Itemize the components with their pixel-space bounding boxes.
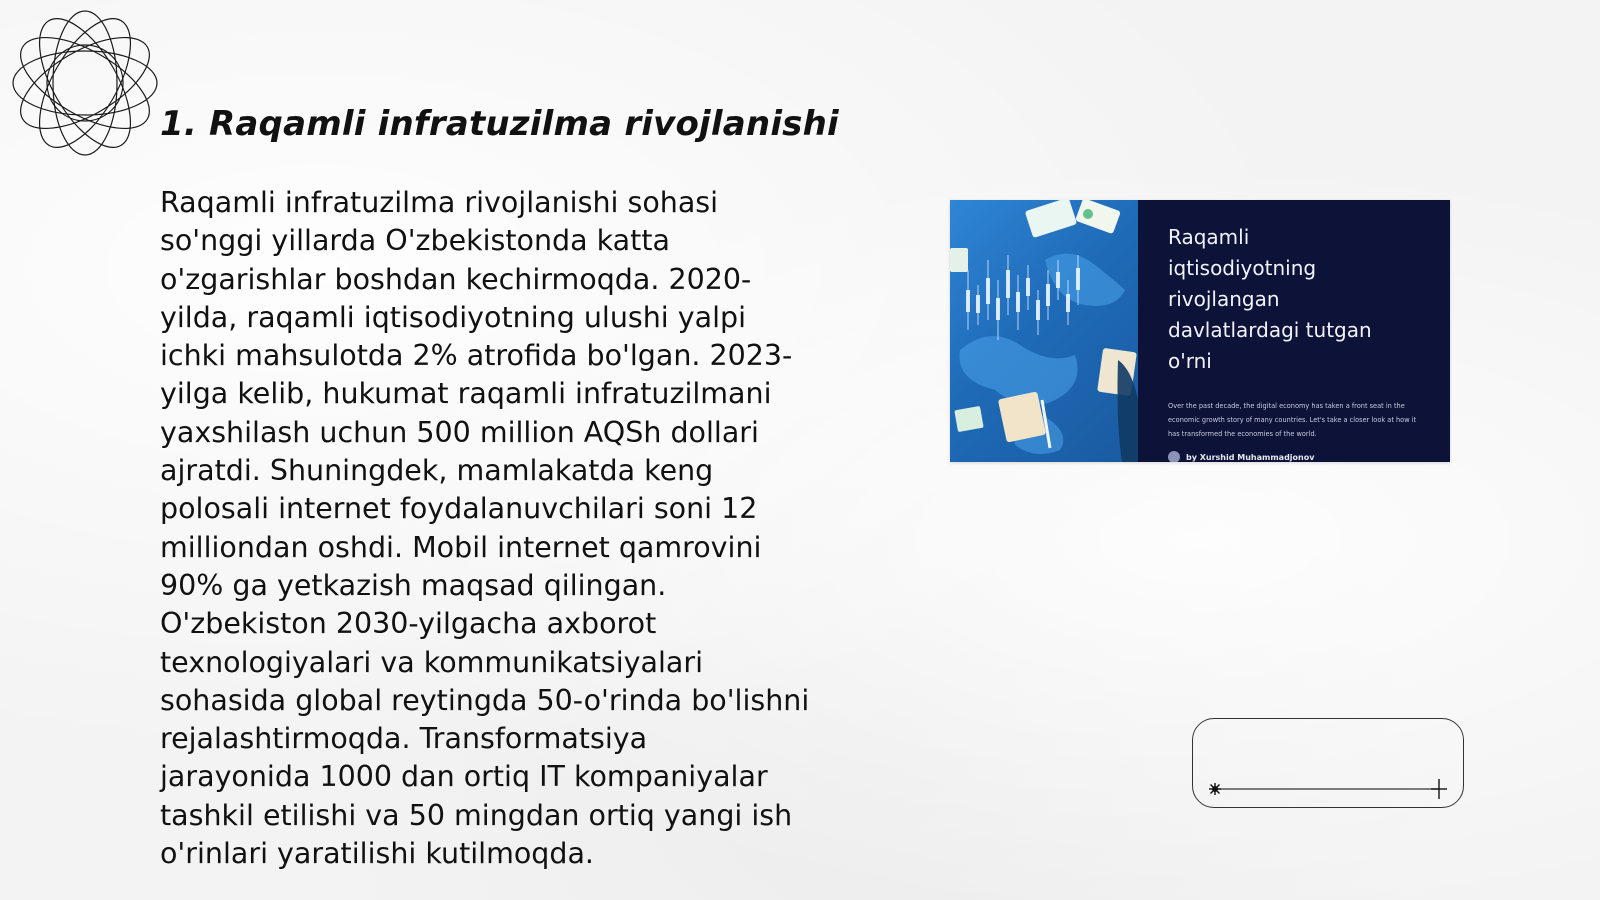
finance-collage-image xyxy=(950,200,1138,462)
avatar xyxy=(1168,451,1180,462)
hero-description: Over the past decade, the digital economy has taken a front seat in the economic growth story of many countries. Let's take a closer look at how it has transformed the economies of the world. xyxy=(1168,402,1417,438)
slider-line-icon xyxy=(1192,718,1464,808)
slide-body-text: Raqamli infratuzilma rivojlanishi sohasi so'nggi yillarda O'zbekistonda katta o'zgarishlar boshdan kechirmoqda. 2020- yilda, raqamli iqtisodiyotning ulushi yalpi ichki mahsulotda 2% atrofida bo'lgan. 2023- yilga kelib, hukumat raqamli infratuzilmani yaxshilash uchun 500 million AQSh dollari ajratdi. Shuningdek, mamlakatda keng polosali internet foydalanuvchilari soni 12 milliondan oshdi. Mobil internet qamrovini 90% ga yetkazish maqsad qilingan. O'zbekiston 2030-yilgacha axborot texnologiyalari va kommunikatsiyalari sohasida global reytingda 50-o'rinda bo'lishni rejalashtirmoqda. Transformatsiya jarayonida 1000 dan ortiq IT kompaniyalar tashkil etilishi va 50 mingdan ortiq yangi ish o'rinlari yaratilishi kutilmoqda. xyxy=(160,186,810,871)
slide-title: 1. Raqamli infratuzilma rivojlanishi xyxy=(160,104,839,144)
hero-text-panel xyxy=(1138,200,1450,462)
hero-author xyxy=(1168,451,1426,462)
hero-heading: Raqamli iqtisodiyotning rivojlangan davlatlardagi tutgan o'rni xyxy=(1168,225,1372,373)
interlaced-circles-icon xyxy=(10,8,160,158)
hero-author-label: by Xurshid Muhammadjonov xyxy=(1186,452,1315,462)
hero-image-card xyxy=(950,200,1450,462)
